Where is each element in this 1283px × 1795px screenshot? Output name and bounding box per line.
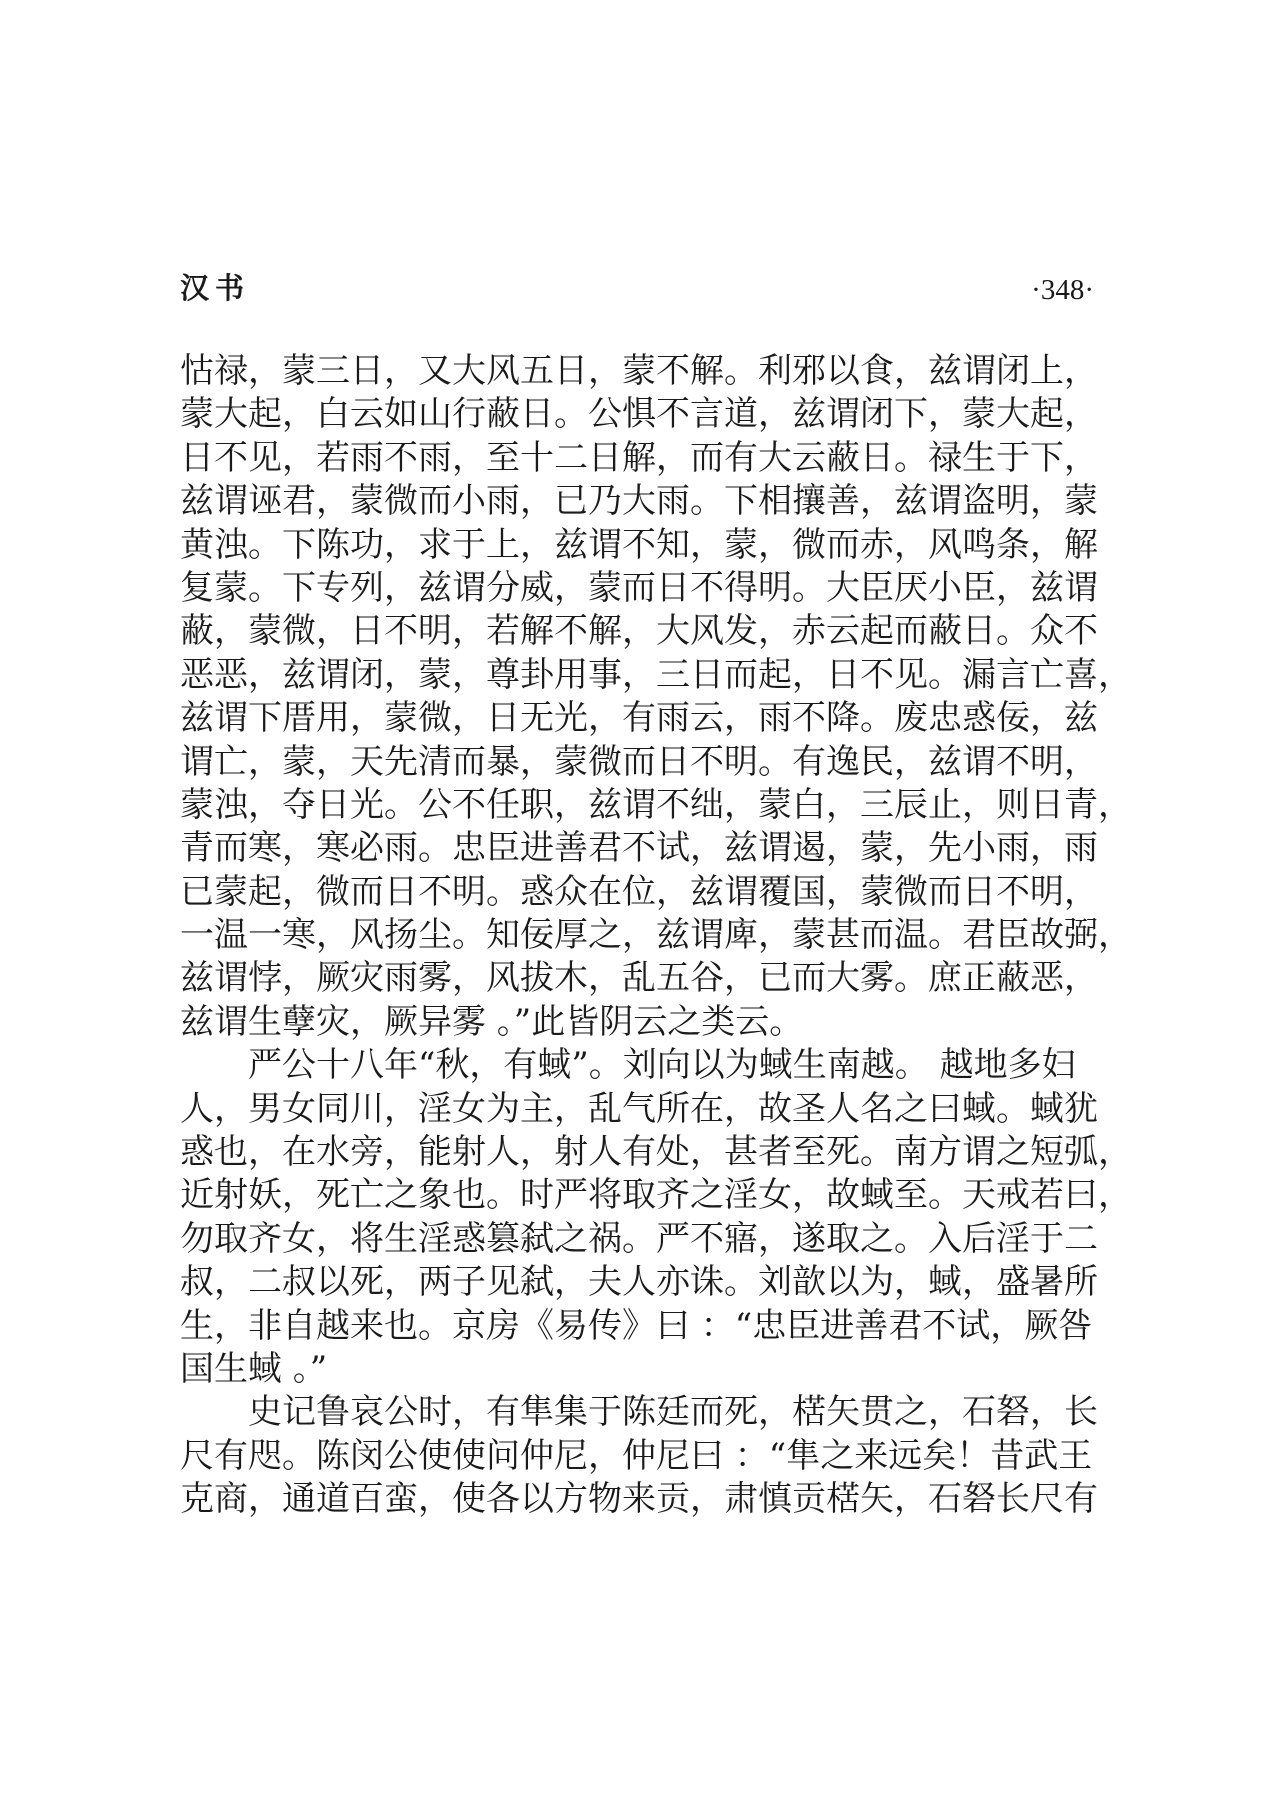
text-line: 兹谓生孽灾，厥异雾 。”此皆阴云之类云。 (180, 1001, 804, 1042)
text-line: 惑也，在水旁，能射人，射人有处，甚者至死。南方谓之短弧， (180, 1132, 1132, 1173)
text-line: 叔，二叔以死，两子见弑，夫人亦诛。刘歆以为，蜮，盛暑所 (180, 1262, 1098, 1303)
paragraph-start-line: 严公十八年“秋，有蜮”。刘向以为蜮生南越。 越地多妇 (180, 1045, 1076, 1086)
text-line: 蒙大起，白云如山行蔽日。公惧不言道，兹谓闭下，蒙大起， (180, 394, 1098, 435)
paragraph-start-line: 史记鲁哀公时，有隼集于陈廷而死，楛矢贯之，石砮，长 (180, 1392, 1098, 1433)
text-line: 生，非自越来也。京房《易传》曰 ：“忠臣进善君不试，厥咎 (180, 1305, 1093, 1346)
running-head-title: 汉书 (180, 271, 251, 305)
text-line: 一温一寒，风扬尘。知佞厚之，兹谓庳，蒙甚而温。君臣故弼， (180, 915, 1132, 956)
body-text (180, 350, 1132, 1522)
text-line: 谓亡，蒙，天先清而暴，蒙微而日不明。有逸民，兹谓不明， (180, 741, 1098, 782)
text-line: 已蒙起，微而日不明。惑众在位，兹谓覆国，蒙微而日不明， (180, 871, 1098, 912)
text-line: 蔽，蒙微，日不明，若解不解，大风发，赤云起而蔽日。众不 (180, 611, 1098, 652)
text-line: 日不见，若雨不雨，至十二日解，而有大云蔽日。禄生于下， (180, 437, 1098, 478)
text-line: 兹谓悖，厥灾雨雾，风拔木，乱五谷，已而大雾。庶正蔽恶， (180, 958, 1098, 999)
text-line: 国生蜮 。” (180, 1348, 328, 1389)
page-number: ·348· (1031, 274, 1094, 306)
text-line: 兹谓下厝用，蒙微，日无光，有雨云，雨不降。废忠惑佞，兹 (180, 698, 1098, 739)
text-line: 克商，通道百蛮，使各以方物来贡，肃慎贡楛矢，石砮长尺有 (180, 1479, 1098, 1520)
text-line: 近射妖，死亡之象也。时严将取齐之淫女，故蜮至。天戒若曰， (180, 1175, 1132, 1216)
text-line: 黄浊。下陈功，求于上，兹谓不知，蒙，微而赤，风鸣条，解 (180, 524, 1098, 565)
text-line: 勿取齐女，将生淫惑篡弑之祸。严不寤，遂取之。入后淫于二 (180, 1218, 1098, 1259)
text-line: 蒙浊，夺日光。公不任职，兹谓不绌，蒙白，三辰止，则日青， (180, 784, 1132, 825)
text-line: 恶恶，兹谓闭，蒙，尊卦用事，三日而起，日不见。漏言亡喜， (180, 654, 1132, 695)
text-line: 怙禄，蒙三日，又大风五日，蒙不解。利邪以食，兹谓闭上， (180, 351, 1098, 391)
text-line: 青而寒，寒必雨。忠臣进善君不试，兹谓遏，蒙，先小雨，雨 (180, 828, 1098, 869)
text-line: 人，男女同川，淫女为主，乱气所在，故圣人名之曰蜮。蜮犹 (180, 1088, 1098, 1129)
text-line: 尺有咫。陈闵公使使问仲尼，仲尼曰 ：“隼之来远矣！昔武王 (180, 1435, 1093, 1476)
text-line: 复蒙。下专列，兹谓分威，蒙而日不得明。大臣厌小臣，兹谓 (180, 567, 1098, 608)
text-line: 兹谓诬君，蒙微而小雨，已乃大雨。下相攘善，兹谓盗明，蒙 (180, 481, 1098, 522)
